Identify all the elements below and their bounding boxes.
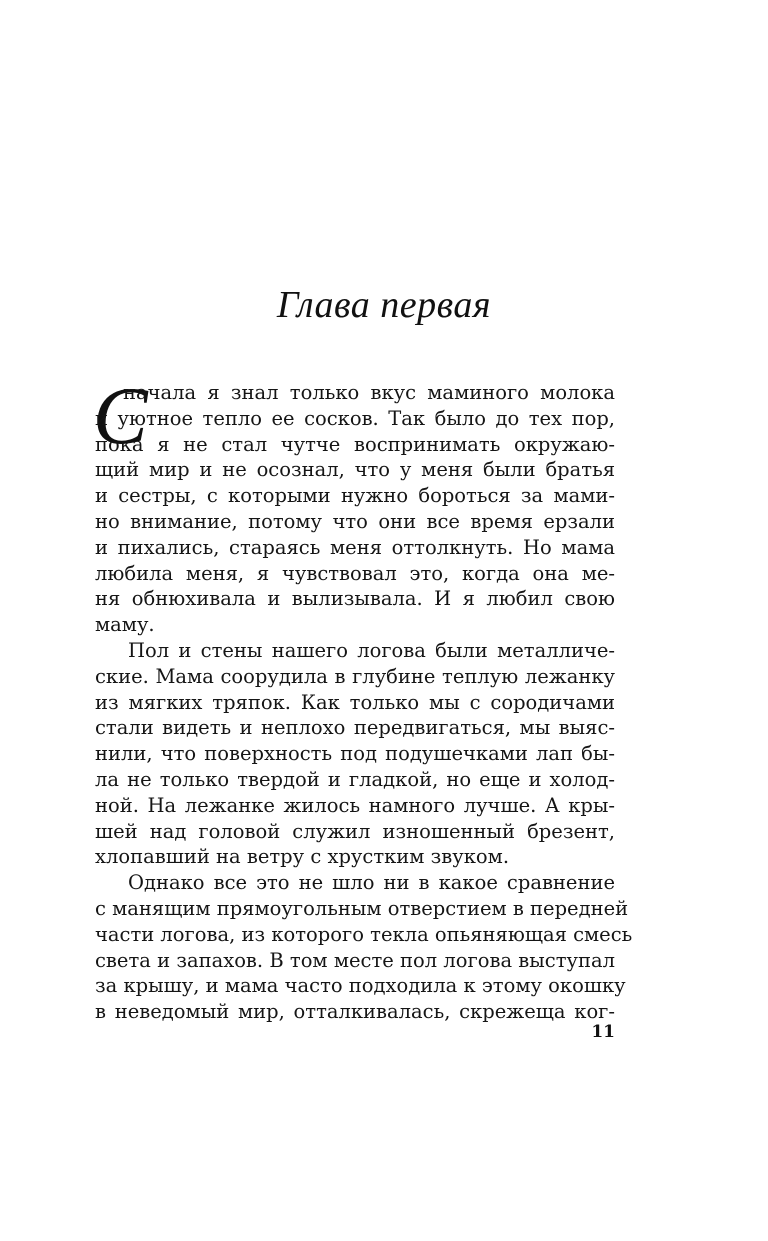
text-line: Пол и стены нашего логова были металличе- (128, 638, 615, 662)
text-line: шей над головой служил изношенный брезент, (95, 819, 615, 843)
text-line: нили, что поверхность под подушечками лап бы- (95, 742, 615, 766)
text-line: пока я не стал чутче воспринимать окружаю- (95, 432, 615, 456)
text-line: но внимание, потому что они все время ерзали (95, 509, 615, 533)
text-line: хлопавший на ветру с хрустким звуком. (95, 845, 510, 869)
text-line: начала я знал только вкус маминого молока (123, 381, 615, 404)
chapter-title: Глава первая (276, 284, 492, 326)
text-line: стали видеть и неплохо передвигаться, мы выяс- (95, 716, 615, 740)
text-line: света и запахов. В том месте пол логова выступал (95, 948, 615, 972)
text-line: ной. На лежанке жилось намного лучше. А кры- (95, 793, 615, 817)
text-line: в неведомый мир, отталкивалась, скрежеща ког- (95, 1000, 615, 1024)
text-line: и сестры, с которыми нужно бороться за мами- (95, 484, 615, 508)
page-number: 11 (591, 1022, 615, 1042)
text-line: и уютное тепло ее сосков. Так было до тех пор, (95, 406, 615, 430)
text-line: и пихались, стараясь меня оттолкнуть. Но мама (95, 535, 615, 559)
text-line: с манящим прямоугольным отверстием в передней (95, 896, 629, 920)
body-text (95, 380, 633, 1025)
text-line: ские. Мама соорудила в глубине теплую лежанку (95, 664, 615, 688)
drop-cap: С (93, 370, 148, 461)
text-line: части логова, из которого текла опьяняющая смесь (95, 922, 633, 946)
text-line: за крышу, и мама часто подходила к этому окошку (95, 974, 626, 998)
text-line: маму. (95, 613, 155, 637)
text-line: ня обнюхивала и вылизывала. И я любил свою (95, 587, 615, 611)
text-line: щий мир и не осознал, что у меня были братья (95, 458, 615, 482)
text-line: любила меня, я чувствовал это, когда она ме- (95, 561, 615, 585)
text-line: из мягких тряпок. Как только мы с сородичами (95, 690, 615, 714)
text-line: ла не только твердой и гладкой, но еще и холод- (95, 767, 615, 791)
text-line: Однако все это не шло ни в какое сравнение (128, 871, 615, 895)
